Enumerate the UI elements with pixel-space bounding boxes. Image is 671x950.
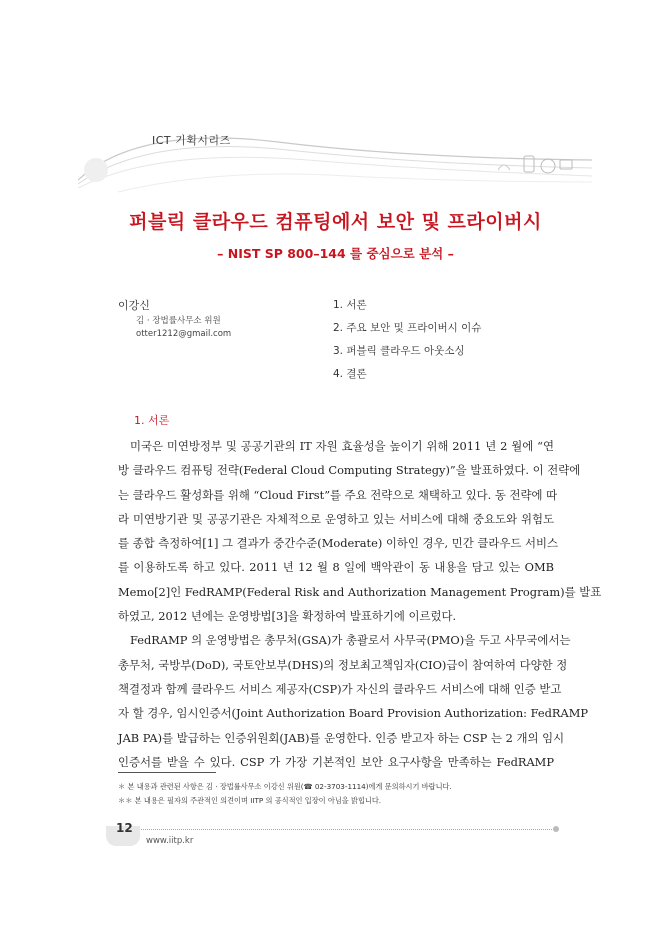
table-of-contents: [333, 298, 481, 390]
paragraph: [118, 628, 589, 774]
section-heading: 1. 서론: [134, 414, 170, 427]
body-text: [118, 434, 602, 774]
footer-url: www.iitp.kr: [146, 836, 194, 846]
text-line: 하였고, 2012 년에는 운영방법[3]을 확정하여 발표하기에 이르렀다.: [118, 609, 457, 624]
author-affiliation: 김 · 장법률사무소 위원: [136, 316, 221, 326]
text-line: 인증서를 받을 수 있다. CSP 가 가장 기본적인 보안 요구사항을 만족하는 FedRAMP: [118, 754, 554, 769]
page-title: 퍼블릭 클라우드 컴퓨팅에서 보안 및 프라이버시: [129, 211, 542, 233]
footer-dot-icon: [553, 826, 559, 832]
author-email: otter1212@gmail.com: [136, 329, 232, 339]
text-line: 총무처, 국방부(DoD), 국토안보부(DHS)의 정보최고책임자(CIO)급이 참여하여 다양한 정: [118, 657, 568, 672]
footnotes: [118, 780, 452, 808]
text-line: 미국은 미연방정부 및 공공기관의 IT 자원 효율성을 높이기 위해 2011 년 2 월에 “연: [130, 439, 554, 453]
text-line: 를 종합 측정하여[1] 그 결과가 중간수준(Moderate) 이하인 경우, 민간 클라우드 서비스: [118, 536, 559, 551]
footer-divider: [106, 829, 558, 830]
page-subtitle: – NIST SP 800–144 를 중심으로 분석 –: [217, 246, 454, 261]
text-line: JAB PA)를 발급하는 인증위원회(JAB)를 운영한다. 인증 받고자 하는 CSP 는 2 개의 임시: [118, 730, 565, 745]
author-name: 이강신: [118, 299, 150, 312]
series-label: ICT 기획시리즈: [152, 134, 231, 147]
page-number: 12: [116, 821, 133, 835]
text-line: 라 미연방기관 및 공공기관은 자체적으로 운영하고 있는 서비스에 대해 중요도와 위험도: [118, 511, 554, 526]
footnote: ＊ 본 내용과 관련된 사항은 김 · 장법률사무소 이강신 위원(☎ 02-3703-1114)에게 문의하시기 바랍니다.: [118, 782, 452, 791]
toc-item: 1. 서론: [333, 299, 367, 311]
text-line: 를 이용하도록 하고 있다. 2011 년 12 월 8 일에 백악관이 동 내용을 담고 있는 OMB: [118, 560, 554, 575]
text-line: FedRAMP 의 운영방법은 총무처(GSA)가 총괄로서 사무국(PMO)을 두고 사무국에서는: [130, 633, 571, 648]
footnote-divider: [118, 772, 216, 773]
toc-item: 3. 퍼블릭 클라우드 아웃소싱: [333, 345, 465, 357]
text-line: 는 클라우드 활성화를 위해 “Cloud First”를 주요 전략으로 채택하고 있다. 동 전략에 따: [118, 487, 558, 502]
text-line: 자 할 경우, 임시인증서(Joint Authorization Board Provision Authorization: FedRAMP: [118, 706, 589, 721]
text-line: Memo[2]인 FedRAMP(Federal Risk and Authorization Management Program)를 발표: [118, 584, 602, 599]
paragraph: [118, 434, 602, 628]
text-line: 방 클라우드 컴퓨팅 전략(Federal Cloud Computing Strategy)”을 발표하였다. 이 전략에: [118, 463, 581, 478]
footnote: ＊＊ 본 내용은 필자의 주관적인 의견이며 IITP 의 공식적인 입장이 아님을 밝힙니다.: [118, 796, 382, 805]
toc-item: 4. 결론: [333, 368, 367, 380]
text-line: 책결정과 함께 클라우드 서비스 제공자(CSP)가 자신의 클라우드 서비스에 대해 인증 받고: [118, 681, 562, 696]
toc-item: 2. 주요 보안 및 프라이버시 이슈: [333, 322, 482, 334]
